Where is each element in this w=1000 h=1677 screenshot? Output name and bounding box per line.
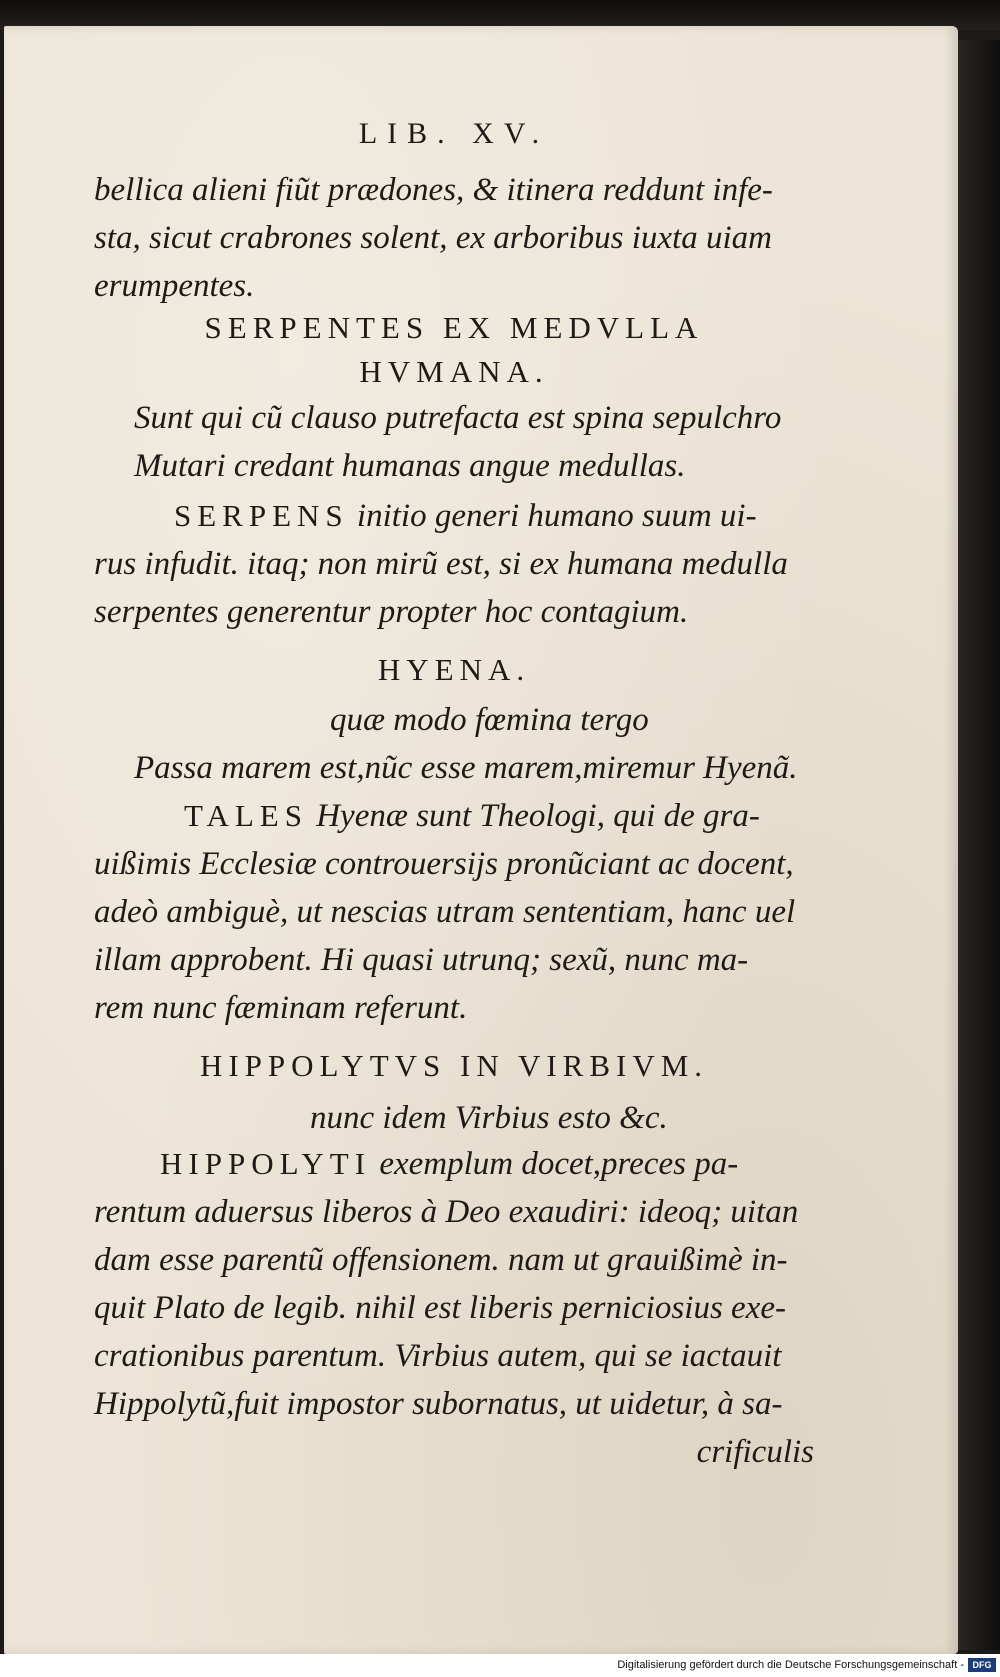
text-line: serpentes generentur propter hoc contagium.: [94, 594, 689, 630]
text-line: quit Plato de legib. nihil est liberis perniciosius exe-: [94, 1290, 786, 1326]
verse-line: Mutari credant humanas angue medullas.: [134, 448, 686, 484]
book-page: [4, 26, 958, 1654]
text-line: rem nunc fæminam referunt.: [94, 990, 468, 1026]
text-line: bellica alieni fiũt prædones, & itinera reddunt infe-: [94, 172, 773, 208]
section-heading: HVMANA.: [359, 354, 549, 389]
text-line: rus infudit. itaq; non mirũ est, si ex humana medulla: [94, 546, 788, 582]
verse-line: Sunt qui cũ clauso putrefacta est spina sepulchro: [134, 400, 782, 436]
text-line: rentum aduersus liberos à Deo exaudiri: ideoq; uitan: [94, 1194, 799, 1230]
text-line: dam esse parentũ offensionem. nam ut grauißimè in-: [94, 1242, 788, 1278]
text-line: illam approbent. Hi quasi utrunq; sexũ, nunc ma-: [94, 942, 749, 978]
lead-word: SERPENS: [174, 498, 349, 533]
lead-word: TALES: [184, 798, 308, 833]
text-line: adeò ambiguè, ut nescias utram sententiam, hanc uel: [94, 894, 796, 930]
dfg-logo: DFG: [968, 1658, 996, 1672]
verse-line: nunc idem Virbius esto &c.: [310, 1100, 668, 1136]
text-span: Hyenæ sunt Theologi, qui de gra-: [307, 798, 760, 834]
section-heading: SERPENTES EX MEDVLLA: [204, 310, 704, 345]
paragraph-start: [160, 1144, 738, 1184]
verse-line: Passa marem est,nũc esse marem,miremur Hyenã.: [134, 750, 798, 786]
lead-word: HIPPOLYTI: [160, 1146, 372, 1181]
text-line: sta, sicut crabrones solent, ex arboribus iuxta uiam: [94, 220, 772, 256]
paragraph-start: [184, 796, 760, 836]
text-span: initio generi humano suum ui-: [348, 498, 757, 534]
text-line: crationibus parentum. Virbius autem, qui se iactauit: [94, 1338, 782, 1374]
digitization-footer: [0, 1654, 1000, 1677]
text-line: uißimis Ecclesiæ controuersijs pronũciant ac docent,: [94, 846, 794, 882]
footer-text: Digitalisierung gefördert durch die Deutsche Forschungsgemeinschaft -: [617, 1659, 964, 1671]
paragraph-start: [174, 496, 757, 536]
verse-line: quæ modo fœmina tergo: [330, 702, 649, 738]
running-head: LIB. XV.: [358, 117, 550, 150]
section-heading: HYENA.: [377, 652, 531, 687]
page-edge-shadow: [958, 40, 1000, 1650]
section-heading: HIPPOLYTVS IN VIRBIVM.: [199, 1048, 709, 1083]
catchword: crificulis: [696, 1434, 814, 1470]
text-line: erumpentes.: [94, 268, 255, 304]
text-line: Hippolytũ,fuit impostor subornatus, ut uidetur, à sa-: [94, 1386, 783, 1422]
text-span: exemplum docet,preces pa-: [371, 1146, 739, 1182]
